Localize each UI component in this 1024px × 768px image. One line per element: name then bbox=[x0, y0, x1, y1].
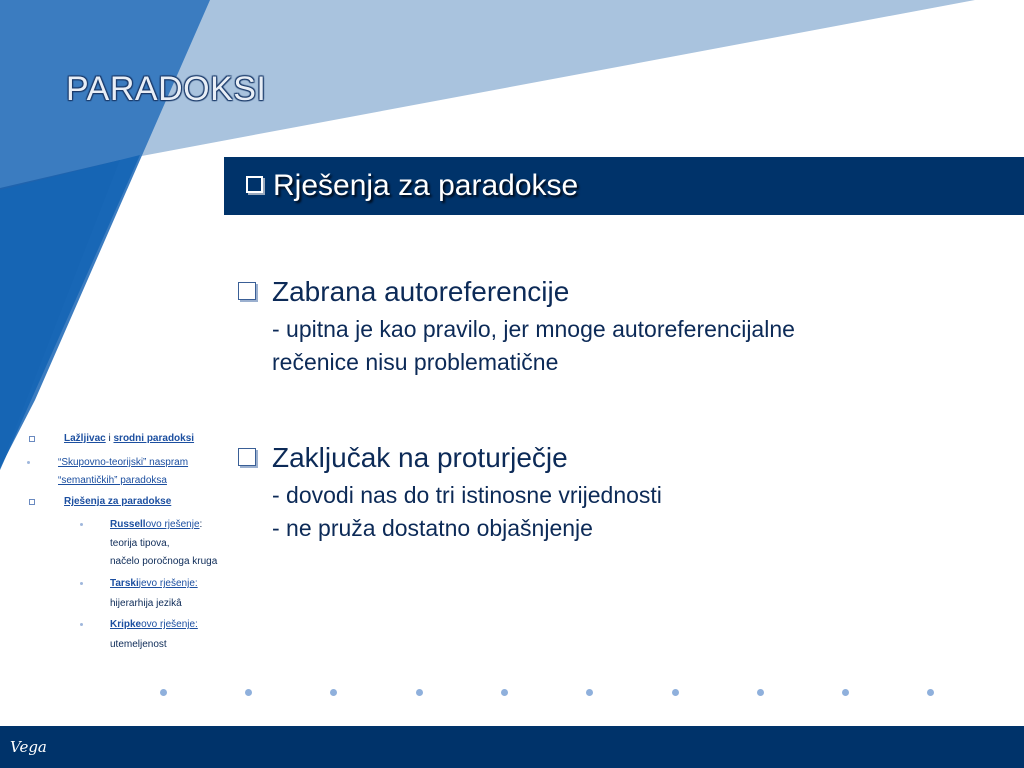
banner-label: Rješenja za paradokse bbox=[273, 169, 579, 202]
nav-link[interactable]: Lažljivac bbox=[64, 433, 106, 444]
item-line: - dovodi nas do tri istinosne vrijednosti bbox=[272, 482, 662, 508]
nav-sub-tarski[interactable] bbox=[110, 578, 198, 589]
dot-icon bbox=[501, 689, 508, 696]
nav-sub-text: utemeljenost bbox=[110, 639, 167, 650]
checkbox-bullet-icon bbox=[238, 282, 256, 300]
nav-sub-russell[interactable] bbox=[110, 519, 202, 530]
nav-item-skupovno-line2[interactable]: “semantičkih” paradoksa bbox=[58, 475, 167, 486]
nav-link[interactable]: ovo rješenje bbox=[145, 519, 200, 530]
nav-link[interactable]: Kripke bbox=[110, 619, 142, 630]
nav-sub-kripke[interactable] bbox=[110, 619, 198, 630]
nav-link[interactable]: srodni paradoksi bbox=[113, 433, 195, 444]
dot-icon bbox=[757, 689, 764, 696]
checkbox-bullet-icon bbox=[238, 448, 256, 466]
dot-icon bbox=[586, 689, 593, 696]
nav-sub-text: teorija tipova, bbox=[110, 538, 170, 549]
item-heading: Zaključak na proturječje bbox=[272, 442, 568, 473]
nav-link[interactable]: Russell bbox=[110, 519, 146, 530]
dot-icon bbox=[927, 689, 934, 696]
item-line: - ne pruža dostatno objašnjenje bbox=[272, 515, 593, 541]
page-title: PARADOKSI bbox=[66, 70, 267, 108]
nav-item-skupovno[interactable]: “Skupovno-teorijski” naspram bbox=[58, 457, 189, 468]
section-banner bbox=[224, 157, 1024, 215]
dot-bullet-icon bbox=[80, 582, 83, 585]
checkbox-bullet-icon bbox=[29, 436, 35, 442]
checkbox-bullet-icon bbox=[246, 176, 263, 193]
item-heading: Zabrana autoreferencije bbox=[272, 276, 570, 307]
dot-icon bbox=[672, 689, 679, 696]
dot-icon bbox=[330, 689, 337, 696]
checkbox-bullet-icon bbox=[29, 499, 35, 505]
nav-link[interactable]: Tarski bbox=[110, 578, 139, 589]
footer-signature: Vega bbox=[10, 738, 47, 756]
nav-text: : bbox=[199, 519, 203, 530]
nav-text: i bbox=[105, 433, 114, 444]
dot-icon bbox=[160, 689, 167, 696]
nav-sub-text: hijerarhija jezikâ bbox=[110, 598, 182, 609]
nav-link[interactable]: ovo rješenje: bbox=[141, 619, 198, 630]
dot-icon bbox=[416, 689, 423, 696]
footer-bar bbox=[0, 726, 1024, 768]
item-line: - upitna je kao pravilo, jer mnoge autoreferencijalne bbox=[272, 316, 795, 342]
dot-bullet-icon bbox=[80, 523, 83, 526]
banner-text bbox=[246, 169, 578, 203]
dot-icon bbox=[245, 689, 252, 696]
nav-item-lazljivac[interactable] bbox=[64, 433, 194, 444]
dot-bullet-icon bbox=[80, 623, 83, 626]
nav-sub-text: načelo poročnoga kruga bbox=[110, 556, 218, 567]
dot-bullet-icon bbox=[27, 461, 30, 464]
dot-icon bbox=[842, 689, 849, 696]
nav-link[interactable]: jevo rješenje: bbox=[138, 578, 198, 589]
nav-item-rjesenja[interactable]: Rješenja za paradokse bbox=[64, 496, 172, 507]
item-line: rečenice nisu problematične bbox=[272, 349, 559, 375]
